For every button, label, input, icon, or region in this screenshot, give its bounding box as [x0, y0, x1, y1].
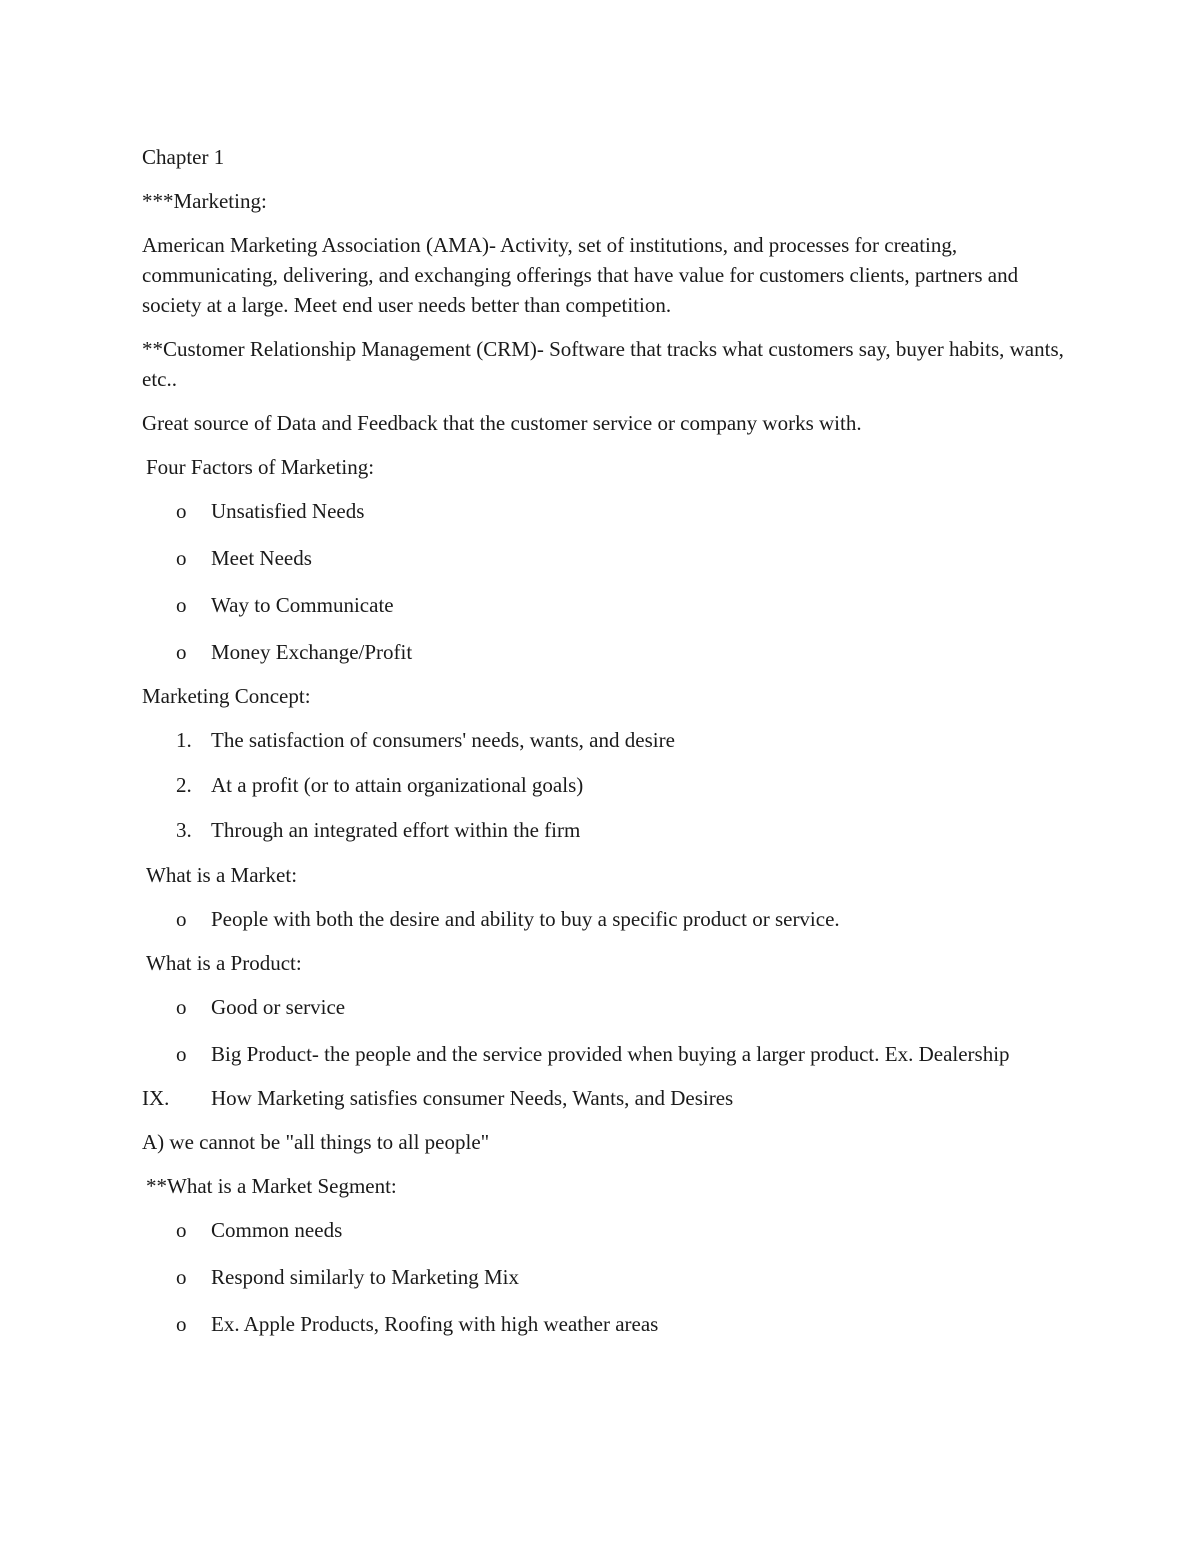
list-item — [142, 637, 1072, 667]
bullet-marker: o — [176, 593, 187, 617]
list-item-text: Good or service — [211, 995, 346, 1019]
list-item — [142, 590, 1072, 620]
list-item — [142, 1039, 1072, 1069]
number-marker: 3. — [176, 818, 192, 842]
bullet-marker: o — [176, 1042, 187, 1066]
list-item — [142, 904, 1072, 934]
list-item — [142, 1309, 1072, 1339]
bullet-marker: o — [176, 1312, 187, 1336]
segment-list — [142, 1215, 1072, 1339]
bullet-marker: o — [176, 907, 187, 931]
list-item-text: At a profit (or to attain organizational goals) — [211, 773, 584, 797]
market-heading: What is a Market: — [146, 863, 298, 887]
list-item-text: Common needs — [211, 1218, 343, 1242]
list-item — [142, 992, 1072, 1022]
list-item — [142, 1262, 1072, 1292]
product-list — [142, 992, 1072, 1069]
list-item-text: Way to Communicate — [211, 593, 394, 617]
document-page — [142, 142, 1072, 1353]
market-list — [142, 904, 1072, 934]
section-ix-text: How Marketing satisfies consumer Needs, Wants, and Desires — [211, 1086, 734, 1110]
list-item — [142, 543, 1072, 573]
bullet-marker: o — [176, 995, 187, 1019]
roman-numeral-marker: IX. — [142, 1086, 170, 1110]
list-item-text: Respond similarly to Marketing Mix — [211, 1265, 519, 1289]
list-item — [142, 770, 1072, 800]
bullet-marker: o — [176, 499, 187, 523]
concept-heading: Marketing Concept: — [142, 684, 311, 708]
list-item-text: Through an integrated effort within the firm — [211, 818, 581, 842]
list-item-text: Big Product- the people and the service provided when buying a larger product. Ex. Dealership — [211, 1042, 1010, 1066]
list-item — [142, 496, 1072, 526]
bullet-marker: o — [176, 1265, 187, 1289]
list-item-text: Meet Needs — [211, 546, 312, 570]
four-factors-heading: Four Factors of Marketing: — [146, 455, 375, 479]
ama-definition: American Marketing Association (AMA)- Activity, set of institutions, and processes for creating, communicating, delivering, and exchanging offerings that have value for customers clients, partners and society at a large. Meet end user needs better than competition. — [142, 233, 1019, 317]
list-item — [142, 1215, 1072, 1245]
bullet-marker: o — [176, 640, 187, 664]
list-item-text: Ex. Apple Products, Roofing with high weather areas — [211, 1312, 659, 1336]
segment-heading: **What is a Market Segment: — [146, 1174, 397, 1198]
section-ix — [142, 1083, 1072, 1113]
list-item — [142, 725, 1072, 755]
bullet-marker: o — [176, 1218, 187, 1242]
four-factors-list — [142, 496, 1072, 667]
chapter-title: Chapter 1 — [142, 145, 225, 169]
marketing-heading: ***Marketing: — [142, 189, 267, 213]
bullet-marker: o — [176, 546, 187, 570]
list-item-text: Money Exchange/Profit — [211, 640, 413, 664]
concept-list — [142, 725, 1072, 845]
list-item — [142, 815, 1072, 845]
list-item-text: The satisfaction of consumers' needs, wants, and desire — [211, 728, 675, 752]
list-item-text: People with both the desire and ability to buy a specific product or service. — [211, 907, 840, 931]
list-item-text: Unsatisfied Needs — [211, 499, 365, 523]
number-marker: 2. — [176, 773, 192, 797]
product-heading: What is a Product: — [146, 951, 302, 975]
number-marker: 1. — [176, 728, 192, 752]
crm-definition: **Customer Relationship Management (CRM)- Software that tracks what customers say, buyer habits, wants, etc.. — [142, 337, 1064, 391]
point-a: A) we cannot be "all things to all people" — [142, 1130, 490, 1154]
crm-note: Great source of Data and Feedback that the customer service or company works with. — [142, 411, 862, 435]
